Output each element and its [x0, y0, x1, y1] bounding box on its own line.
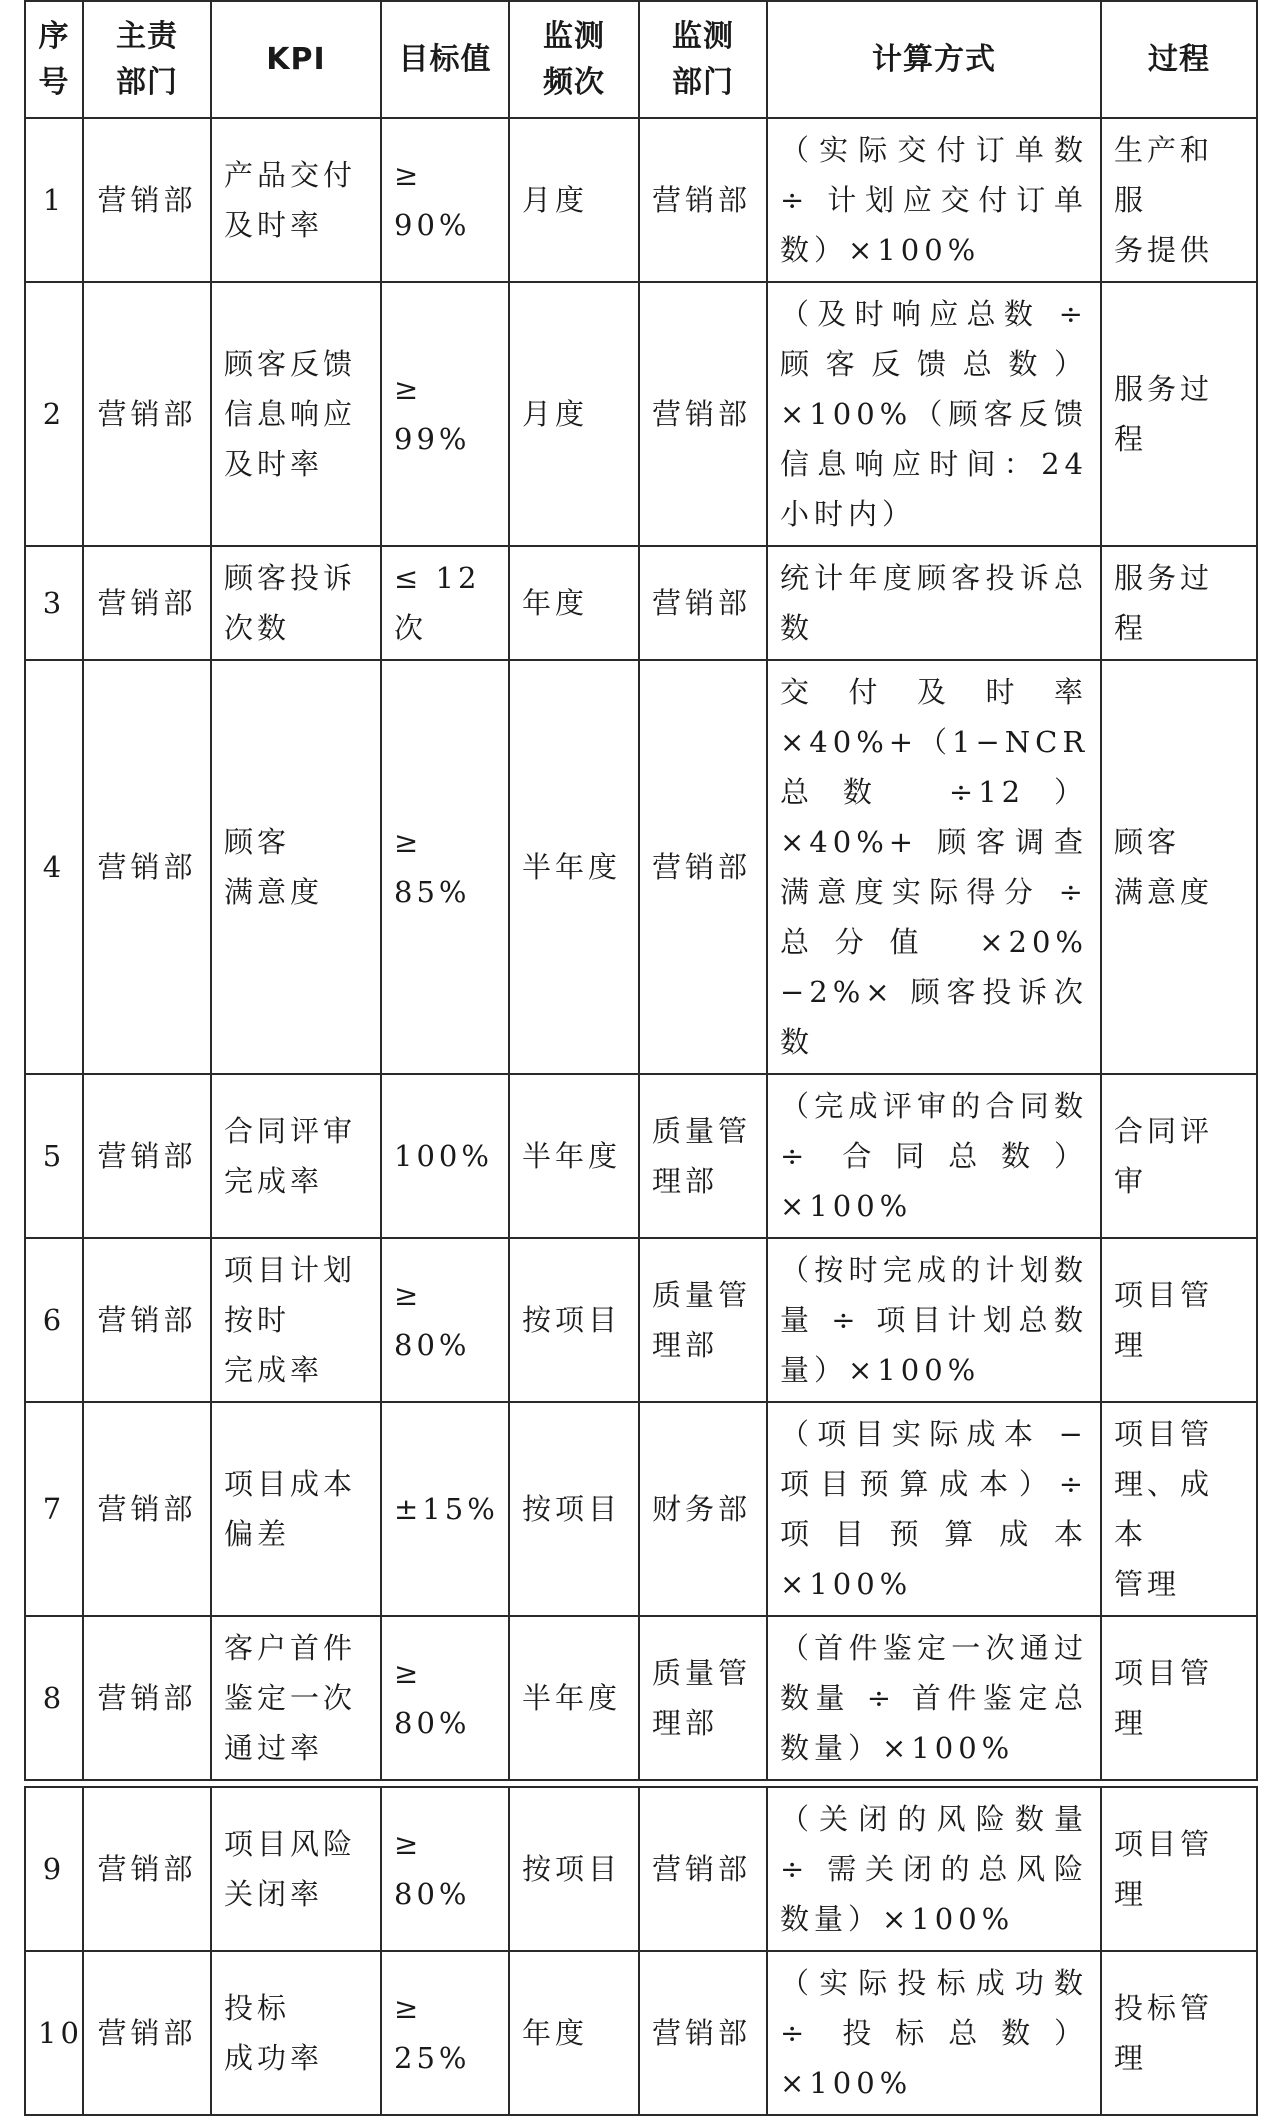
cell-frequency: 半年度 — [509, 660, 639, 1074]
cell-target: ±15% — [381, 1402, 509, 1616]
cell-kpi: 顾客反馈 信息响应 及时率 — [211, 282, 381, 546]
cell-dept: 营销部 — [83, 1402, 211, 1616]
cell-seq: 5 — [25, 1074, 83, 1238]
cell-monitor-dept: 质量管 理部 — [639, 1074, 767, 1238]
cell-calculation: （项目实际成本 − 项目预算成本）÷ 项目预算成本 ×100% — [767, 1402, 1101, 1616]
cell-frequency: 按项目 — [509, 1402, 639, 1616]
kpi-document — [24, 0, 1256, 2116]
cell-process: 顾客 满意度 — [1101, 660, 1257, 1074]
cell-calculation: （首件鉴定一次通过数量 ÷ 首件鉴定总数量）×100% — [767, 1616, 1101, 1780]
header-target: 目标值 — [381, 1, 509, 118]
cell-calculation: （及时响应总数 ÷ 顾客反馈总数）×100%（顾客反馈信息响应时间：24 小时内） — [767, 282, 1101, 546]
cell-frequency: 月度 — [509, 118, 639, 282]
header-row — [25, 1, 1257, 118]
cell-seq: 2 — [25, 282, 83, 546]
table-row — [25, 1402, 1257, 1616]
cell-frequency: 月度 — [509, 282, 639, 546]
cell-frequency: 半年度 — [509, 1616, 639, 1780]
cell-dept: 营销部 — [83, 118, 211, 282]
cell-process: 项目管理 — [1101, 1616, 1257, 1780]
cell-dept: 营销部 — [83, 1074, 211, 1238]
cell-kpi: 项目风险 关闭率 — [211, 1787, 381, 1951]
cell-dept: 营销部 — [83, 1616, 211, 1780]
header-process: 过程 — [1101, 1, 1257, 118]
cell-target: ≥ 85% — [381, 660, 509, 1074]
cell-calculation: （关闭的风险数量 ÷ 需关闭的总风险数量）×100% — [767, 1787, 1101, 1951]
cell-frequency: 年度 — [509, 546, 639, 660]
cell-target: ≥ 90% — [381, 118, 509, 282]
cell-calculation: （实际投标成功数 ÷ 投标总数）×100% — [767, 1951, 1101, 2115]
cell-kpi: 投标 成功率 — [211, 1951, 381, 2115]
header-kpi: KPI — [211, 1, 381, 118]
cell-dept: 营销部 — [83, 282, 211, 546]
cell-seq: 4 — [25, 660, 83, 1074]
cell-seq: 6 — [25, 1238, 83, 1402]
cell-kpi: 产品交付 及时率 — [211, 118, 381, 282]
cell-calculation: 统计年度顾客投诉总数 — [767, 546, 1101, 660]
cell-kpi: 项目成本 偏差 — [211, 1402, 381, 1616]
cell-frequency: 按项目 — [509, 1787, 639, 1951]
header-dept: 主责 部门 — [83, 1, 211, 118]
cell-target: ≥ 25% — [381, 1951, 509, 2115]
table-row — [25, 118, 1257, 282]
cell-seq: 7 — [25, 1402, 83, 1616]
table-row — [25, 282, 1257, 546]
cell-target: ≥ 99% — [381, 282, 509, 546]
cell-calculation: （按时完成的计划数量 ÷ 项目计划总数量）×100% — [767, 1238, 1101, 1402]
table-row — [25, 1074, 1257, 1238]
header-seq: 序 号 — [25, 1, 83, 118]
cell-kpi: 顾客 满意度 — [211, 660, 381, 1074]
cell-monitor-dept: 营销部 — [639, 1951, 767, 2115]
cell-monitor-dept: 质量管 理部 — [639, 1616, 767, 1780]
cell-process: 生产和服 务提供 — [1101, 118, 1257, 282]
table-row — [25, 1787, 1257, 1951]
cell-calculation: 交付及时率 ×40%+（1−NCR 总数 ÷12）×40%+ 顾客调查满意度实际得分 ÷ 总分值 ×20%−2%× 顾客投诉次数 — [767, 660, 1101, 1074]
cell-frequency: 按项目 — [509, 1238, 639, 1402]
cell-process: 项目管理 — [1101, 1238, 1257, 1402]
cell-process: 合同评审 — [1101, 1074, 1257, 1238]
cell-seq: 1 — [25, 118, 83, 282]
cell-dept: 营销部 — [83, 546, 211, 660]
cell-seq: 10 — [25, 1951, 83, 2115]
cell-kpi: 合同评审 完成率 — [211, 1074, 381, 1238]
cell-process: 项目管理 — [1101, 1787, 1257, 1951]
header-calculation: 计算方式 — [767, 1, 1101, 118]
cell-monitor-dept: 营销部 — [639, 282, 767, 546]
table-body — [25, 118, 1257, 2115]
kpi-table — [24, 0, 1258, 2116]
cell-calculation: （完成评审的合同数 ÷ 合同总数）×100% — [767, 1074, 1101, 1238]
cell-target: ≥ 80% — [381, 1238, 509, 1402]
cell-monitor-dept: 营销部 — [639, 660, 767, 1074]
cell-dept: 营销部 — [83, 1238, 211, 1402]
table-row — [25, 1951, 1257, 2115]
cell-calculation: （实际交付订单数 ÷ 计划应交付订单数）×100% — [767, 118, 1101, 282]
page-break-gap — [25, 1780, 1257, 1787]
cell-monitor-dept: 营销部 — [639, 118, 767, 282]
table-row — [25, 660, 1257, 1074]
table-row — [25, 1238, 1257, 1402]
table-row — [25, 1616, 1257, 1780]
cell-kpi: 顾客投诉 次数 — [211, 546, 381, 660]
header-monitor-dept: 监测 部门 — [639, 1, 767, 118]
cell-monitor-dept: 财务部 — [639, 1402, 767, 1616]
cell-seq: 8 — [25, 1616, 83, 1780]
cell-target: ≤ 12 次 — [381, 546, 509, 660]
cell-process: 服务过程 — [1101, 546, 1257, 660]
cell-monitor-dept: 营销部 — [639, 546, 767, 660]
cell-frequency: 年度 — [509, 1951, 639, 2115]
cell-process: 服务过程 — [1101, 282, 1257, 546]
cell-kpi: 客户首件 鉴定一次 通过率 — [211, 1616, 381, 1780]
cell-monitor-dept: 营销部 — [639, 1787, 767, 1951]
header-frequency: 监测 频次 — [509, 1, 639, 118]
cell-target: 100% — [381, 1074, 509, 1238]
cell-kpi: 项目计划 按时 完成率 — [211, 1238, 381, 1402]
cell-process: 项目管 理、成本 管理 — [1101, 1402, 1257, 1616]
cell-monitor-dept: 质量管 理部 — [639, 1238, 767, 1402]
cell-dept: 营销部 — [83, 1787, 211, 1951]
cell-dept: 营销部 — [83, 1951, 211, 2115]
table-row — [25, 546, 1257, 660]
cell-target: ≥ 80% — [381, 1787, 509, 1951]
cell-seq: 3 — [25, 546, 83, 660]
cell-dept: 营销部 — [83, 660, 211, 1074]
cell-process: 投标管理 — [1101, 1951, 1257, 2115]
cell-target: ≥ 80% — [381, 1616, 509, 1780]
cell-frequency: 半年度 — [509, 1074, 639, 1238]
cell-seq: 9 — [25, 1787, 83, 1951]
